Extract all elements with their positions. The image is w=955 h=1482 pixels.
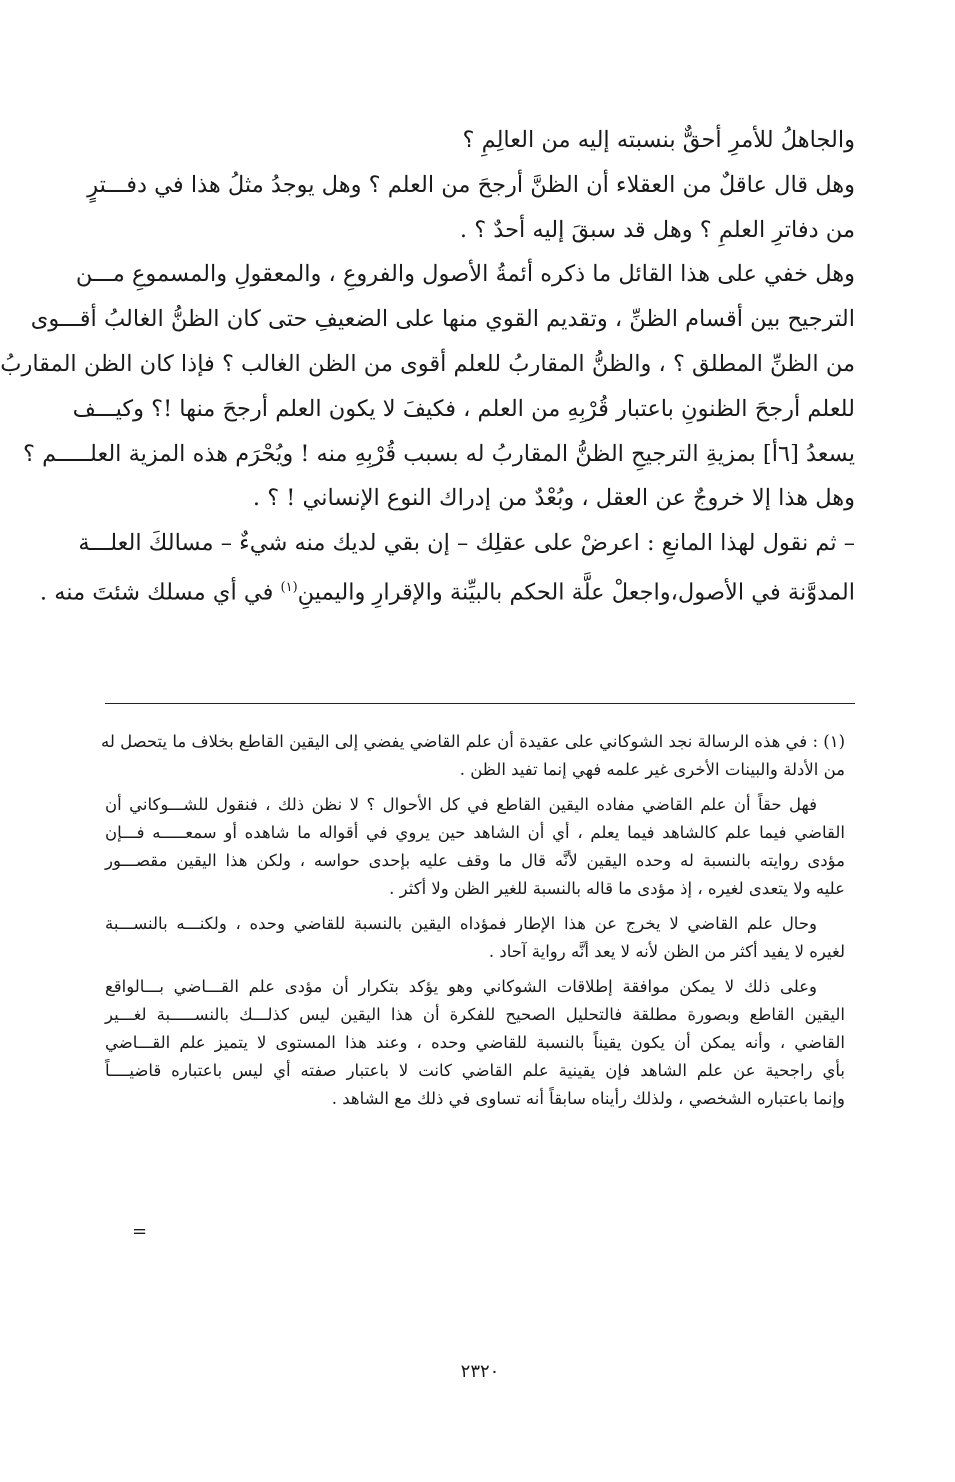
footnote-line: (١) : في هذه الرسالة نجد الشوكاني على عقيدة أن علم القاضي يفضي إلى اليقين القاطع بخلاف ما يتحصل له [100, 732, 845, 751]
footnote-line: اليقين القاطع وبصورة مطلقة فالتحليل الصحيح للفكرة أن هذا اليقين ليس كذلـــك بالنســـــبة لغـــير [105, 1005, 845, 1024]
main-text-line: – ثم نقول لهذا المانعِ : اعرضْ على عقلِك – إن بقي لديك منه شيءٌ – مسالكَ العلـــة [78, 530, 855, 557]
main-text-line: يسعدُ [٦أ] بمزيةِ الترجيحِ الظنُّ المقاربُ له بسبب قُرْبِهِ منه ! ويُحْرَم هذه المزية العلـــــم ؟ [22, 440, 855, 467]
footnote-line: وإنما باعتباره الشخصي ، ولذلك رأيناه سابقاً أنه تساوى في ذلك مع الشاهد . [331, 1089, 845, 1108]
main-text-line: من دفاترِ العلمِ ؟ وهل قد سبقَ إليه أحدٌ ؟ . [459, 216, 855, 243]
main-text-line: من الظنِّ المطلق ؟ ، والظنُّ المقاربُ للعلم أقوى من الظن الغالب ؟ فإذا كان الظن المقاربُ [0, 350, 855, 377]
main-text-line: للعلم أرجحَ الظنونِ باعتبار قُرْبِهِ من العلم ، فكيفَ لا يكون العلم أرجحَ منها !؟ وكيـــف [72, 395, 855, 422]
footnote-line: مؤدى روايته بالنسبة له وحده اليقين لأنَّه قال ما وقف عليه بإحدى حواسه ، ولكن هذا اليقين مقصـــور [105, 851, 845, 870]
main-text-line: وهل قال عاقلٌ من العقلاء أن الظنَّ أرجحَ من العلم ؟ وهل يوجدُ مثلُ هذا في دفـــترٍ [87, 171, 855, 198]
footnotes-block [100, 728, 845, 1113]
footnote-line: بأي راجحية عن علم الشاهد فإن يقينية علم القاضي كانت لا باعتبار صفته أي ليس باعتباره قاضيــــاً [105, 1061, 845, 1080]
main-text-line [39, 566, 855, 611]
main-text-line: والجاهلُ للأمرِ أحقٌّ بنسبته إليه من العالِمِ ؟ [462, 127, 855, 153]
main-text-line: الترجيح بين أقسام الظنِّ ، وتقديم القوي منها على الضعيفِ حتى كان الظنُّ الغالبُ أقـــوى [30, 306, 855, 333]
footnote-continuation-mark: = [132, 1221, 148, 1242]
footnote-line: القاضي فيما علم كالشاهد فيما يعلم ، أي أن الشاهد حين يروي في أقواله ما شاهده أو سمعـــــه فـــإن [105, 823, 845, 842]
page-number: ٢٣٢٠ [460, 1361, 500, 1382]
main-text-line: وهل خفي على هذا القائل ما ذكره أئمةُ الأصول والفروعِ ، والمعقولِ والمسموعِ مـــن [75, 261, 855, 288]
footnote-line: فهل حقاً أن علم القاضي مفاده اليقين القاطع في كل الأحوال ؟ لا نظن ذلك ، فنقول للشـــوكاني أن [105, 795, 817, 814]
footnote-line: لغيره لا يفيد أكثر من الظن لأنه لا يعد أنَّه رواية آحاد . [488, 942, 845, 961]
main-text-line: وهل هذا إلا خروجٌ عن العقل ، وبُعْدٌ من إدراك النوع الإنساني ! ؟ . [252, 485, 855, 512]
main-text-line-part: المدوَّنة في الأصول،واجعلْ علَّة الحكم بالبيِّنة والإقرارِ واليمينِ [297, 579, 855, 606]
footnote-separator-rule [105, 703, 855, 704]
footnote-line: وعلى ذلك لا يمكن موافقة إطلاقات الشوكاني وهو يؤكد بتكرار أن مؤدى علم القـــاضي بـــالواقع [105, 977, 817, 996]
footnote-line: عليه ولا يتعدى لغيره ، إذ مؤدى ما قاله بالنسبة للغير الظن ولا أكثر . [389, 879, 845, 898]
main-text-line-part: في أي مسلك شئتَ منه . [39, 579, 274, 606]
main-text-block [0, 118, 855, 611]
footnote-line: القاضي ، وأنه يمكن أن يكون يقيناً بالنسبة للقاضي وحده ، وعند هذا المستوى لا يتميز علم القـــاضي [105, 1033, 845, 1052]
footnote-line: من الأدلة والبينات الأخرى غير علمه فهي إنما تفيد الظن . [459, 760, 845, 779]
footnote-reference: (١) [280, 579, 298, 595]
footnote-line: وحال علم القاضي لا يخرج عن هذا الإطار فمؤداه اليقين بالنسبة للقاضي وحده ، ولكنـــه بالنســـبة [105, 914, 817, 933]
